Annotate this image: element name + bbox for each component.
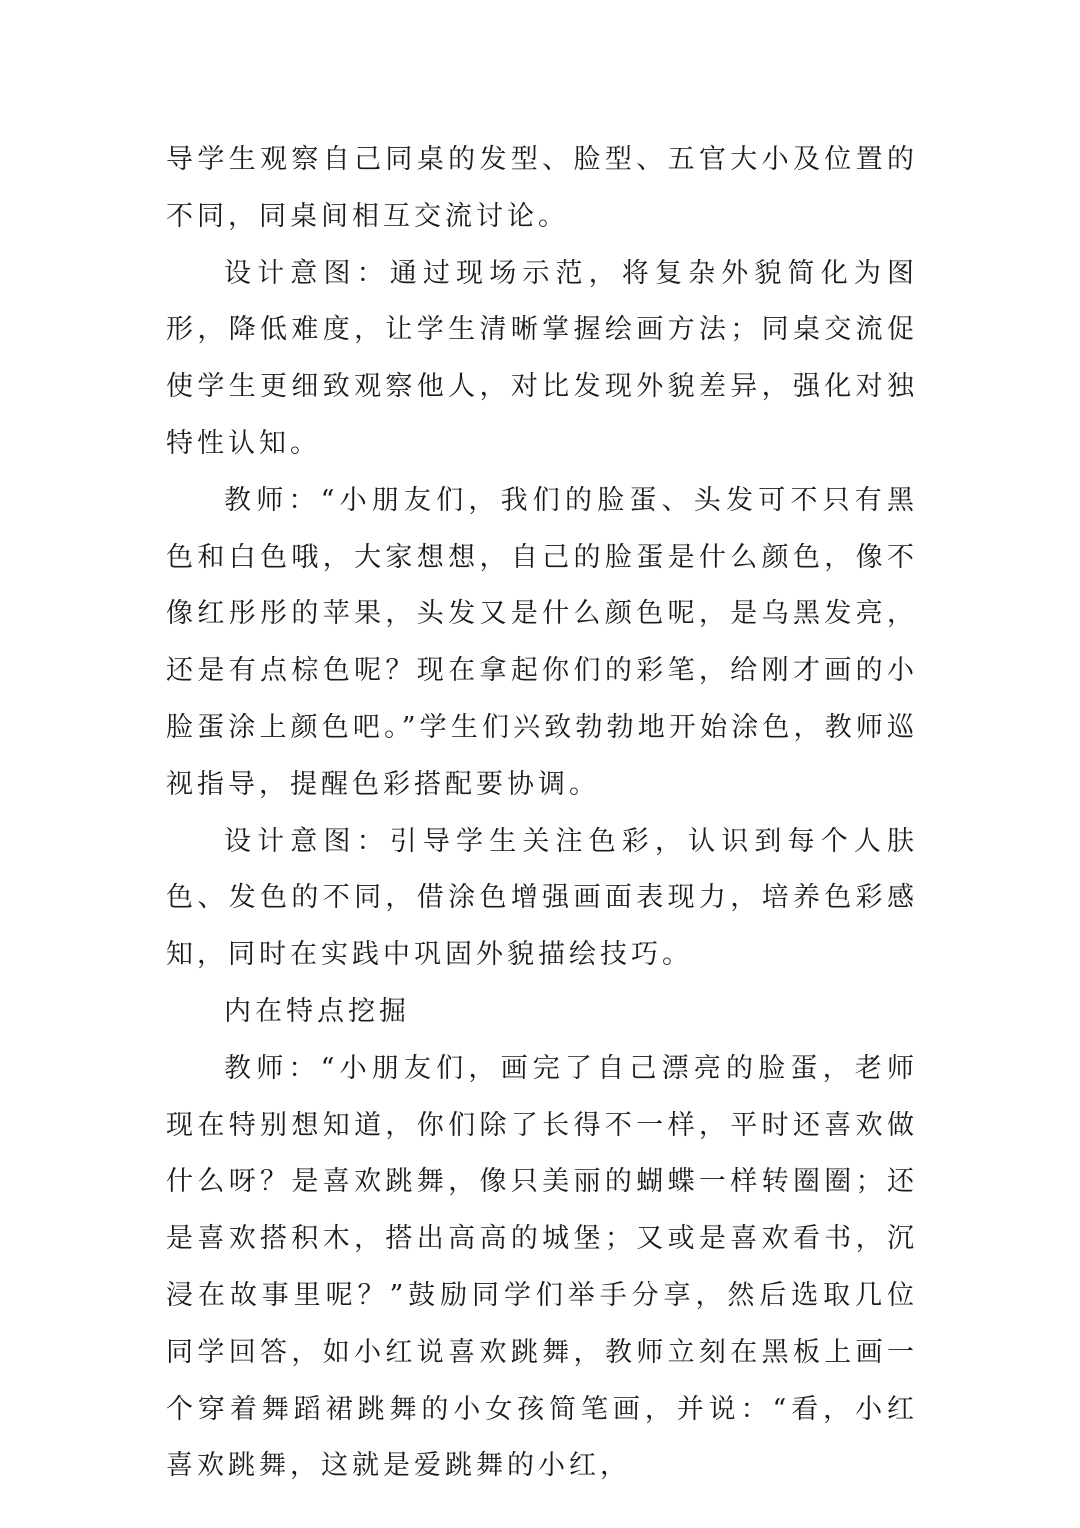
document-body [166,132,918,1495]
section-heading-inner-traits: 内在特点挖掘 [224,995,410,1027]
paragraph-continuation: 导学生观察自己同桌的发型、脸型、五官大小及位置的不同，同桌间相互交流讨论。 [166,144,918,232]
paragraph-teacher-hobbies: 教师：“小朋友们，画完了自己漂亮的脸蛋，老师现在特别想知道，你们除了长得不一样，平时还喜欢做什么呀？是喜欢跳舞，像只美丽的蝴蝶一样转圈圈；还是喜欢搭积木，搭出高高的城堡；又或是喜欢看书，沉浸在故事里呢？”鼓励同学们举手分享，然后选取几位同学回答，如小红说喜欢跳舞，教师立刻在黑板上画一个穿着舞蹈裙跳舞的小女孩简笔画，并说：“看，小红喜欢跳舞，这就是爱跳舞的小红， [166,1052,918,1482]
paragraph-teacher-coloring: 教师：“小朋友们，我们的脸蛋、头发可不只有黑色和白色哦，大家想想，自己的脸蛋是什么颜色，像不像红彤彤的苹果，头发又是什么颜色呢，是乌黑发亮，还是有点棕色呢？现在拿起你们的彩笔，给刚才画的小脸蛋涂上颜色吧。”学生们兴致勃勃地开始涂色，教师巡视指导，提醒色彩搭配要协调。 [166,484,918,800]
paragraph-design-intent-1: 设计意图：通过现场示范，将复杂外貌简化为图形，降低难度，让学生清晰掌握绘画方法；同桌交流促使学生更细致观察他人，对比发现外貌差异，强化对独特性认知。 [166,257,918,459]
paragraph-design-intent-2: 设计意图：引导学生关注色彩，认识到每个人肤色、发色的不同，借涂色增强画面表现力，培养色彩感知，同时在实践中巩固外貌描绘技巧。 [166,825,918,971]
